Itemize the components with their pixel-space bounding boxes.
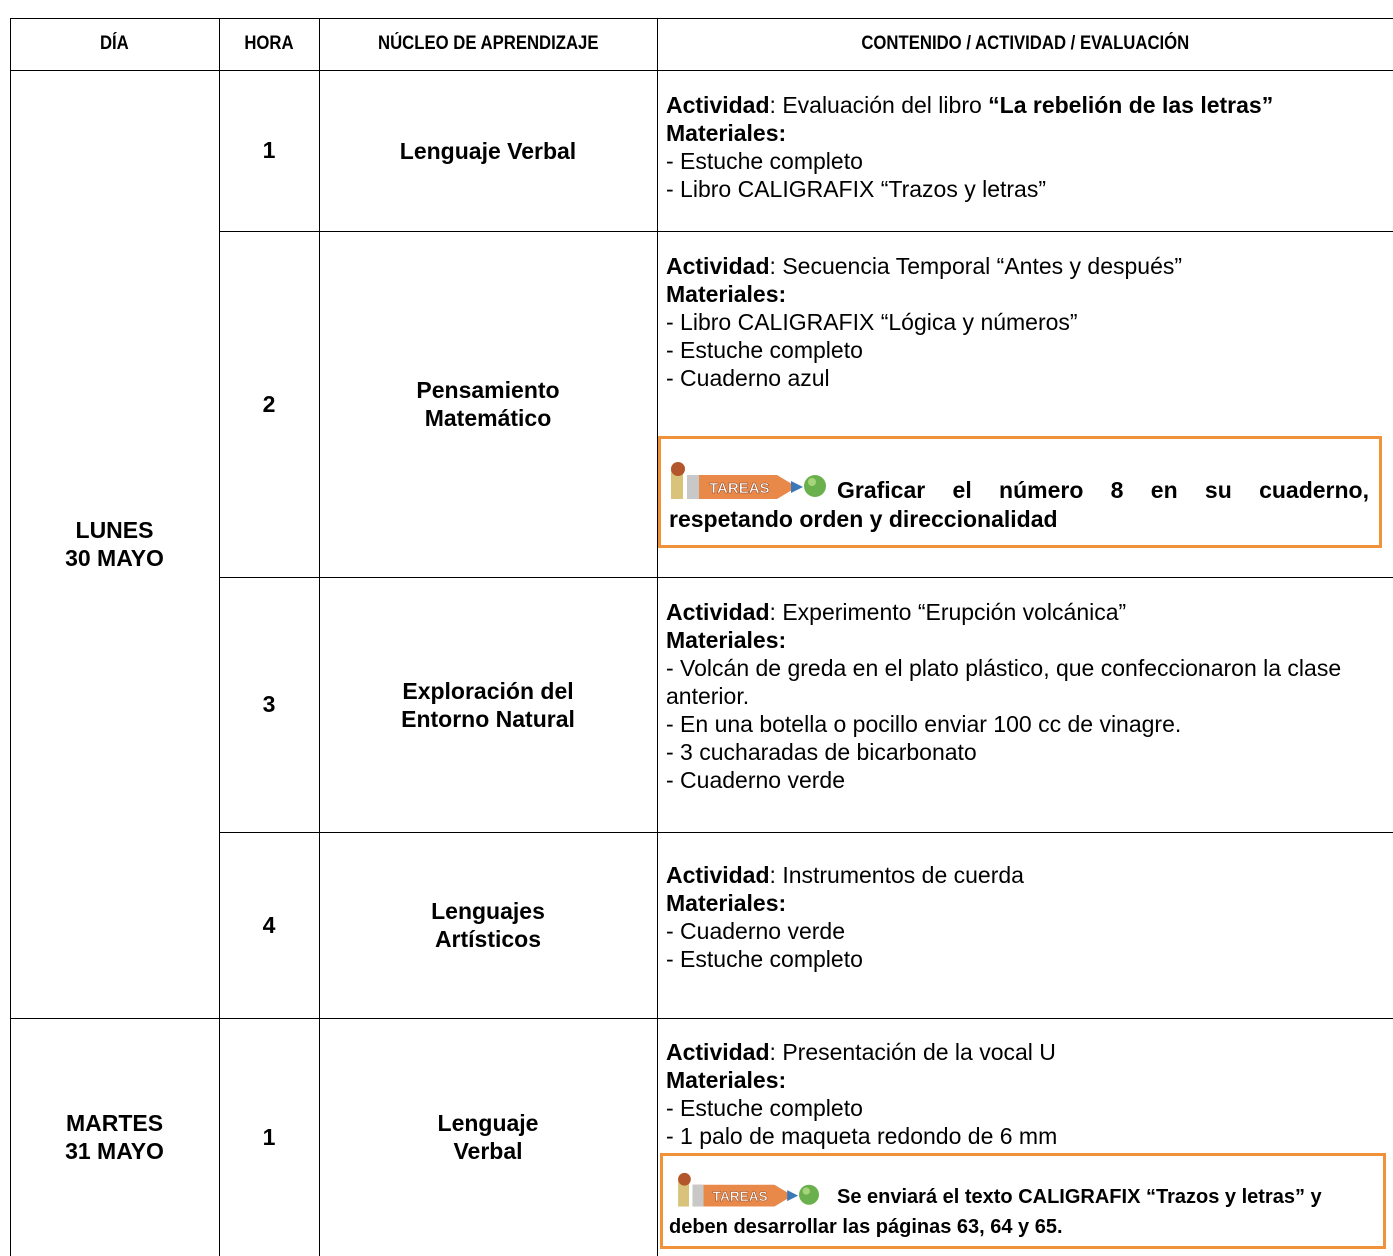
material-item: - Estuche completo: [666, 148, 863, 174]
content-cell: [666, 1038, 1386, 1150]
materiales-label: Materiales:: [666, 120, 787, 146]
content-cell: [666, 598, 1386, 794]
header-contenido: CONTENIDO / ACTIVIDAD / EVALUACIÓN: [861, 33, 1189, 54]
header-nucleo: NÚCLEO DE APRENDIZAJE: [377, 33, 599, 54]
hora-cell: 2: [262, 390, 276, 417]
nucleo-cell: Lenguajes Artísticos: [431, 898, 545, 952]
hora-cell: 4: [262, 911, 276, 938]
material-item: - En una botella o pocillo enviar 100 cc de vinagre.: [666, 711, 1182, 737]
header-dia: DÍA: [100, 33, 129, 54]
material-item: - 3 cucharadas de bicarbonato: [666, 739, 977, 765]
materiales-label: Materiales:: [666, 1067, 787, 1093]
actividad-line: Actividad: Instrumentos de cuerda: [666, 862, 1024, 888]
material-item: - Volcán de greda en el plato plástico, que confeccionaron la clase anterior.: [666, 655, 1342, 709]
header-hora: HORA: [244, 33, 294, 54]
tareas-pencil-icon: [669, 1172, 829, 1212]
actividad-line: Actividad: Secuencia Temporal “Antes y después”: [666, 253, 1183, 279]
material-item: - Cuaderno azul: [666, 365, 830, 391]
material-item: - Estuche completo: [666, 1095, 863, 1121]
materiales-label: Materiales:: [666, 627, 787, 653]
nucleo-cell: Lenguaje Verbal: [437, 1110, 539, 1164]
content-cell: [666, 91, 1386, 203]
material-item: - Estuche completo: [666, 337, 863, 363]
hora-cell: 3: [262, 691, 276, 717]
content-cell: [666, 252, 1386, 392]
tarea-box: TAREAS Se enviará el texto CALIGRAFIX “Trazos y letras” y deben desarrollar las páginas 63, 64 y 65.: [660, 1153, 1386, 1249]
actividad-line: Actividad: Presentación de la vocal U: [666, 1039, 1056, 1065]
material-item: - Cuaderno verde: [666, 767, 845, 793]
tarea-box: TAREAS Graficar el número 8 en su cuaderno, respetando orden y direccionalidad: [658, 436, 1382, 548]
hora-cell: 1: [262, 137, 276, 163]
nucleo-cell: Exploración del Entorno Natural: [401, 677, 575, 732]
material-item: - Libro CALIGRAFIX “Trazos y letras”: [666, 176, 1047, 202]
hora-cell: 1: [262, 1123, 276, 1150]
actividad-line: Actividad: Evaluación del libro “La rebelión de las letras”: [666, 92, 1274, 118]
nucleo-cell: Pensamiento Matemático: [416, 377, 560, 431]
material-item: - Cuaderno verde: [666, 918, 845, 944]
content-cell: [666, 861, 1386, 973]
material-item: - Estuche completo: [666, 946, 863, 972]
tareas-pencil-icon: [669, 461, 829, 505]
day-lunes: LUNES 30 MAYO: [65, 517, 164, 571]
day-martes: MARTES 31 MAYO: [65, 1110, 164, 1164]
svg-text:TAREAS: TAREAS: [709, 480, 770, 497]
materiales-label: Materiales:: [666, 890, 787, 916]
svg-text:TAREAS: TAREAS: [712, 1189, 768, 1205]
actividad-line: Actividad: Experimento “Erupción volcánica”: [666, 599, 1127, 625]
materiales-label: Materiales:: [666, 281, 787, 307]
material-item: - 1 palo de maqueta redondo de 6 mm: [666, 1123, 1058, 1149]
material-item: - Libro CALIGRAFIX “Lógica y números”: [666, 309, 1078, 335]
nucleo-cell: Lenguaje Verbal: [399, 137, 577, 164]
